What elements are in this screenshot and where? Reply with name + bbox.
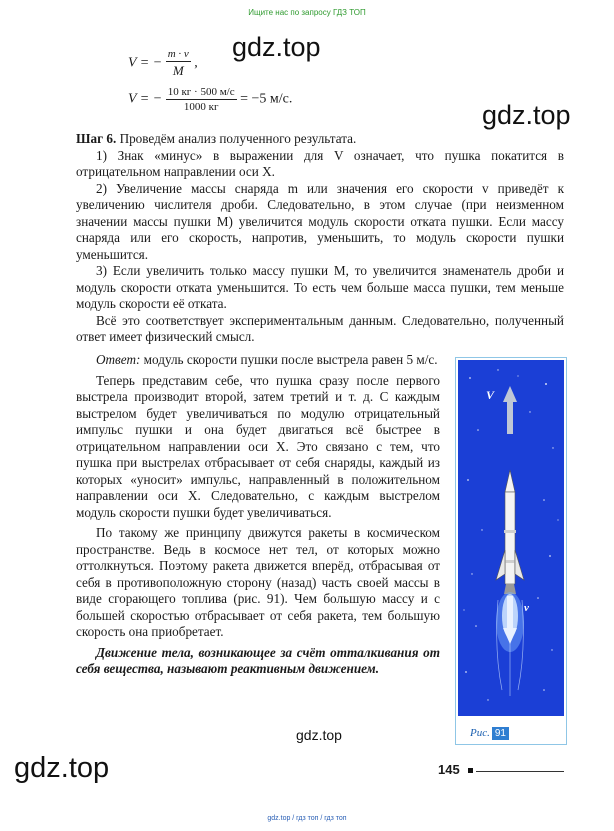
caption-number: 91 xyxy=(492,727,509,740)
formula-numerator: m · v xyxy=(167,48,189,60)
top-link[interactable]: Ищите нас по запросу ГДЗ ТОП xyxy=(248,8,366,17)
footer-links[interactable]: gdz.top / гдз топ / гдз топ xyxy=(267,815,347,822)
page-number: 145 xyxy=(438,762,460,777)
label-V: V xyxy=(486,388,495,402)
label-v: v xyxy=(524,602,529,614)
rocket-icon xyxy=(496,470,524,594)
formula-fraction xyxy=(166,48,191,79)
rocket-illustration xyxy=(458,360,564,716)
page-marker xyxy=(468,768,473,773)
formula-1 xyxy=(128,48,198,79)
paragraph: 3) Если увеличить только массу пушки M, то увеличится знаменатель дроби и модуль скорости отката уменьшится. То есть чем больше масса пушки, тем меньше модуль скорости её отката. xyxy=(76,263,564,311)
paragraph: Теперь представим себе, что пушка сразу после первого выстрела производит второй, затем третий и т. д. С каждым выстрелом будет увеличиваться по модулю отрицательный импульс пушки и она будет двигаться всё быстрее в отрицательном направлении оси X. Это связано с тем, что пушка при выстрелах отбрасывает от себя снаряды, каждый из которых «уносит» импульс, направленный в положительном направлении оси X. Следовательно, с каждым выстрелом модуль скорости пушки будет увеличиваться. xyxy=(76,372,440,520)
formula-lhs: V = − xyxy=(128,91,163,107)
step-heading xyxy=(76,131,564,148)
watermark: gdz.top xyxy=(14,752,110,784)
watermark: gdz.top xyxy=(296,727,342,743)
velocity-arrow-up-icon xyxy=(503,386,517,434)
step-title: Проведём анализ полученного результата. xyxy=(116,131,357,146)
formula-denominator: M xyxy=(172,63,184,78)
narrow-section xyxy=(76,352,440,678)
page-rule xyxy=(476,771,564,772)
formula-tail: = −5 м/с. xyxy=(240,91,293,107)
paragraph: 1) Знак «минус» в выражении для V означает, что пушка покатится в отрицательном направлении оси X. xyxy=(76,147,564,179)
watermark: gdz.top xyxy=(482,100,571,130)
caption-label: Рис. xyxy=(470,727,490,739)
paragraph: Всё это соответствует экспериментальным данным. Следовательно, полученный ответ имеет физический смысл. xyxy=(76,312,564,344)
formula-denominator: 1000 кг xyxy=(183,101,219,113)
paragraph: 2) Увеличение массы снаряда m или значения его скорости v приведёт к увеличению числителя дроби. Следовательно, в этом случае (при неизменном значении массы пушки M) увеличится модуль скорости отката пушки. Если массу снаряда или его скорость, напротив, уменьшить, то модуль скорости пушки уменьшится. xyxy=(76,180,564,262)
answer-text: модуль скорости пушки после выстрела равен 5 м/с. xyxy=(140,352,438,367)
paragraph: По такому же принципу движутся ракеты в космическом пространстве. Ведь в космосе нет тел, от которых можно оттолкнуться. Поэтому ракета движется вперёд, отбрасывая от себя в противоположную сторону (назад) часть своей массы в виде сгорающего топлива (рис. 91). Чем большую массу и с большей скоростью отбрасывает от себя ракета, тем большую скорость она приобретает. xyxy=(76,525,440,639)
watermark: gdz.top xyxy=(232,32,321,62)
formula-2 xyxy=(128,86,292,113)
step-section xyxy=(76,131,564,346)
rocket-figure xyxy=(458,360,564,716)
definition: Движение тела, возникающее за счёт отталкивания от себя вещества, называют реактивным движением. xyxy=(76,644,440,676)
formula-tail: , xyxy=(194,55,198,71)
figure-caption xyxy=(470,727,509,740)
step-label: Шаг 6. xyxy=(76,131,117,146)
formula-fraction xyxy=(166,86,237,113)
answer-label: Ответ: xyxy=(96,352,141,367)
formula-numerator: 10 кг · 500 м/с xyxy=(167,86,235,98)
formula-lhs: V = − xyxy=(128,55,163,71)
answer xyxy=(76,352,440,369)
